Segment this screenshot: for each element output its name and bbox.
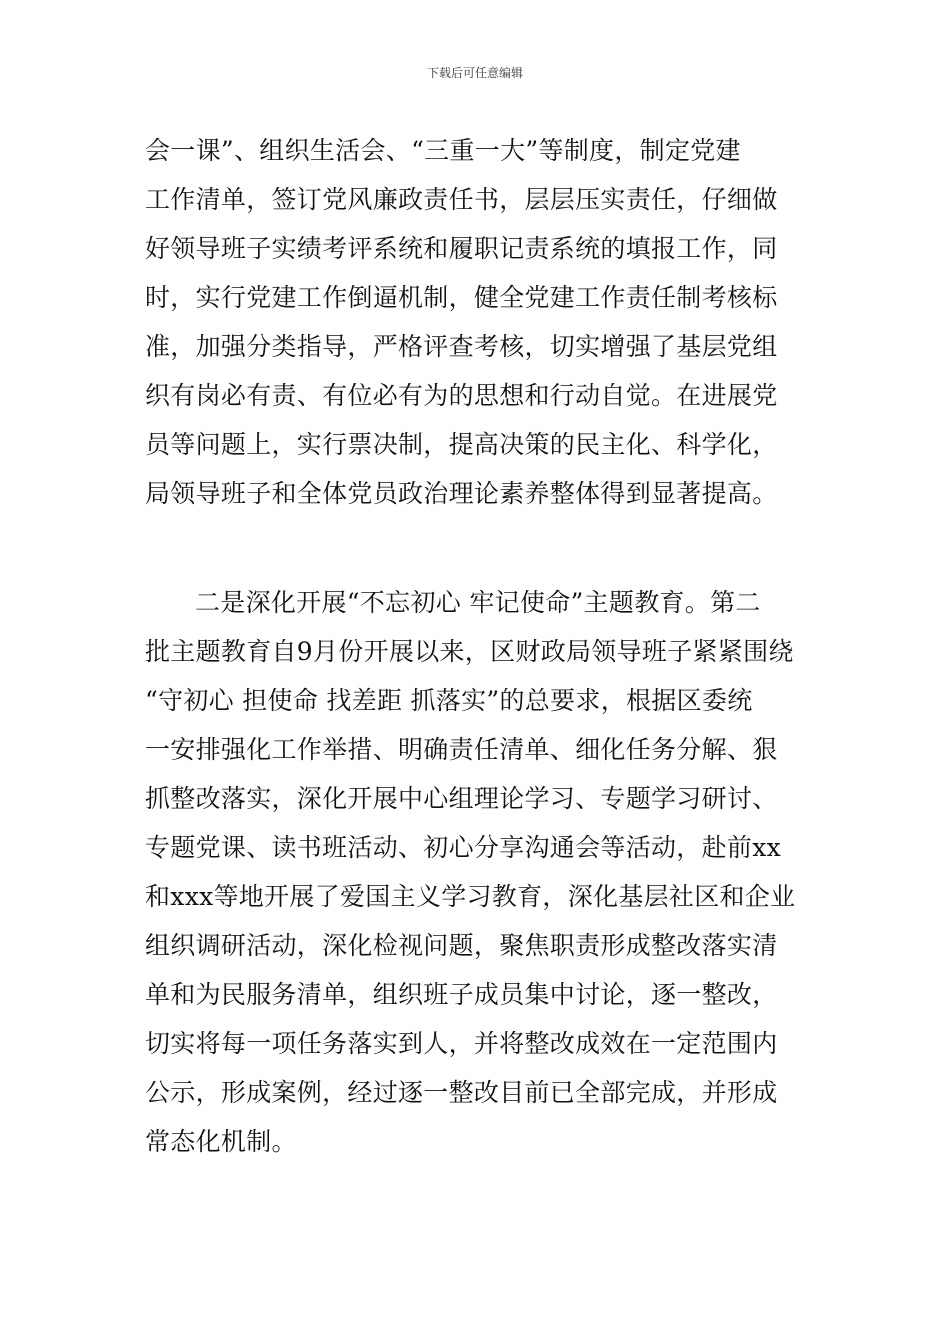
text-line: 单和为民服务清单，组织班子成员集中讨论，逐一整改， [145,980,778,1009]
text-line: 工作清单，签订党风廉政责任书，层层压实责任，仔细做 [145,185,778,214]
text-line: 组织调研活动，深化检视问题，聚焦职责形成整改落实清 [145,931,778,960]
text-line: “守初心 担使命 找差距 抓落实”的总要求，根据区委统 [145,686,753,715]
text-line: 和xxx等地开展了爱国主义学习教育，深化基层社区和企业 [145,882,796,911]
text-line: 准，加强分类指导，严格评查考核，切实增强了基层党组 [145,332,778,361]
text-line: 一安排强化工作举措、明确责任清单、细化任务分解、狠 [145,735,778,764]
text-line: 切实将每一项任务落实到人，并将整改成效在一定范围内 [145,1029,778,1058]
text-line: 员等问题上，实行票决制，提高决策的民主化、科学化， [145,430,778,459]
text-line: 织有岗必有责、有位必有为的思想和行动自觉。在进展党 [145,381,778,410]
text-line: 好领导班子实绩考评系统和履职记责系统的填报工作，同 [145,234,778,263]
text-line: 局领导班子和全体党员政治理论素养整体得到显著提高。 [145,479,778,508]
text-line: 专题党课、读书班活动、初心分享沟通会等活动，赴前xx [145,833,782,862]
text-line: 批主题教育自9月份开展以来，区财政局领导班子紧紧围绕 [145,637,794,666]
page-header-note: 下载后可任意编辑 [426,66,523,80]
text-line: 公示，形成案例，经过逐一整改目前已全部完成，并形成 [145,1078,778,1107]
text-line: 会一课”、组织生活会、“三重一大”等制度，制定党建 [145,136,741,165]
paragraph-1 [145,126,807,518]
text-line: 抓整改落实，深化开展中心组理论学习、专题学习研讨、 [145,784,778,813]
text-line: 常态化机制。 [145,1127,297,1156]
paragraph-2 [145,578,807,1166]
text-line: 二是深化开展“不忘初心 牢记使命”主题教育。第二 [195,588,761,617]
text-line: 时，实行党建工作倒逼机制，健全党建工作责任制考核标 [145,283,778,312]
